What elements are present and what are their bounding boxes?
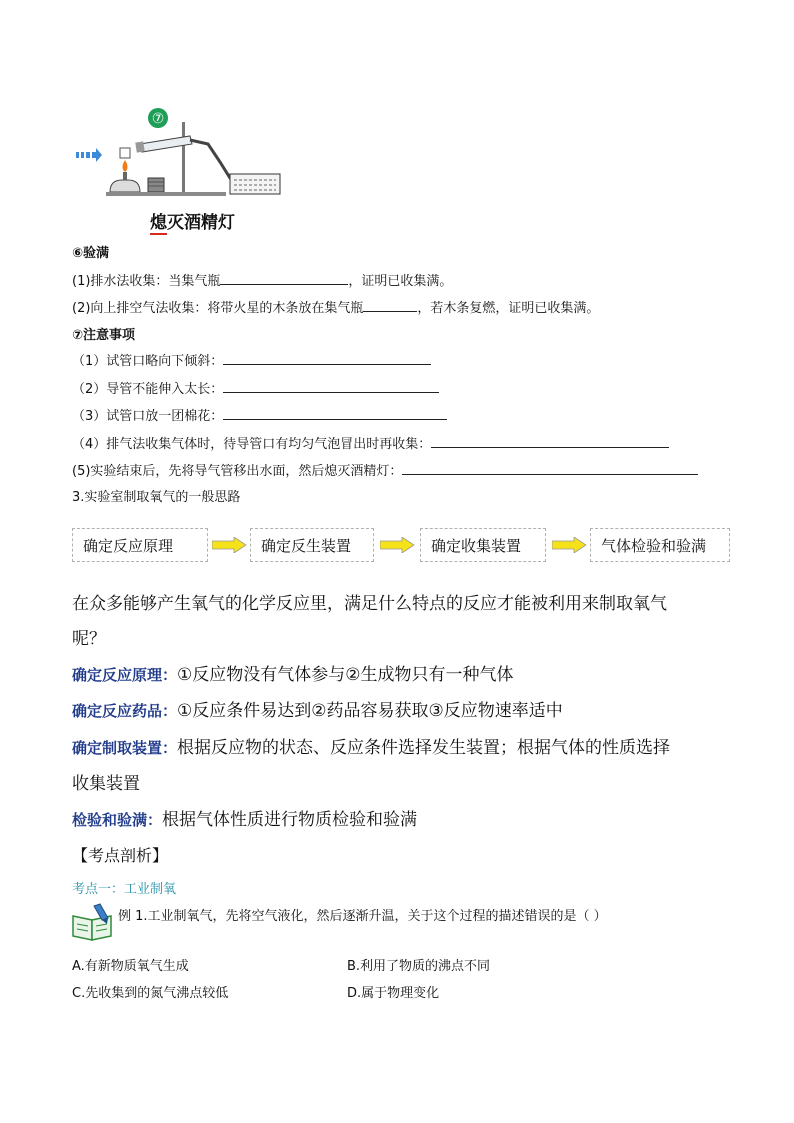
- step-badge: ⑦: [151, 111, 165, 127]
- principle-paragraph: [72, 660, 514, 685]
- note-item: [72, 405, 447, 424]
- reagent-text: ①反应条件易达到②药品容易获取③反应物速率适中: [177, 701, 563, 721]
- flow-step-3: 确定收集装置: [420, 528, 546, 562]
- reagent-label: 确定反应药品：: [72, 702, 178, 720]
- answer-blank[interactable]: [402, 461, 698, 475]
- yanman-item-1: [72, 270, 452, 289]
- apparatus-text-2: 收集装置: [72, 774, 140, 794]
- principle-text: ①反应物没有气体参与②生成物只有一种气体: [177, 665, 514, 685]
- option-a[interactable]: A.有新物质氧气生成: [72, 959, 189, 974]
- answer-blank[interactable]: [223, 406, 447, 420]
- flow-arrow-icon: [380, 537, 416, 553]
- note-text: （3）试管口放一团棉花：: [72, 409, 224, 424]
- yanman-item-1-pre: (1)排水法收集：当集气瓶: [72, 274, 221, 289]
- alcohol-lamp-icon: [110, 160, 140, 192]
- caption-first-char: 熄: [150, 213, 167, 233]
- answer-blank[interactable]: [223, 379, 439, 393]
- apparatus-paragraph: [72, 733, 670, 758]
- note-item: [72, 350, 431, 369]
- note-item: [72, 433, 669, 452]
- yanman-item-2-post: ，若木条复燃，证明已收集满。: [417, 301, 600, 316]
- apparatus-figure: [70, 100, 290, 210]
- flow-step-1: 确定反应原理: [72, 528, 208, 562]
- point-1-title: 考点一：工业制氧: [72, 882, 177, 897]
- answer-blank[interactable]: [431, 434, 669, 448]
- answer-blank[interactable]: [363, 298, 417, 312]
- figure-caption: [150, 208, 235, 233]
- option-b[interactable]: B.利用了物质的沸点不同: [347, 959, 491, 974]
- answer-blank[interactable]: [223, 351, 431, 365]
- question-line-2: 呢？: [72, 629, 106, 649]
- flow-step-4: 气体检验和验满: [590, 528, 730, 562]
- note-item: [72, 460, 698, 479]
- note-text: （2）导管不能伸入太长：: [72, 382, 224, 397]
- note-text: （4）排气法收集气体时，待导管口有均匀气泡冒出时再收集：: [72, 437, 432, 452]
- yanman-item-2-pre: (2)向上排空气法收集：将带火星的木条放在集气瓶: [72, 301, 364, 316]
- caption-rest: 灭酒精灯: [167, 213, 235, 233]
- note-text: (5)实验结束后，先将导气管移出水面，然后熄灭酒精灯：: [72, 464, 403, 479]
- yanman-heading: ⑥验满: [72, 246, 110, 261]
- apparatus-label: 确定制取装置：: [72, 739, 178, 757]
- analysis-heading: 【考点剖析】: [72, 846, 169, 865]
- flow-arrow-icon: [552, 537, 588, 553]
- step-arrow-icon: [76, 148, 102, 162]
- book-pen-icon: [70, 902, 118, 942]
- flow-step-2: 确定反生装置: [250, 528, 374, 562]
- answer-blank[interactable]: [220, 271, 348, 285]
- section-3-title: 3.实验室制取氧气的一般思路: [72, 490, 241, 505]
- question-line-1: 在众多能够产生氧气的化学反应里，满足什么特点的反应才能被利用来制取氧气: [72, 594, 667, 614]
- test-paragraph: [72, 805, 417, 830]
- note-text: （1）试管口略向下倾斜：: [72, 354, 224, 369]
- example-1-question: 例 1.工业制氧气，先将空气液化，然后逐渐升温，关于这个过程的描述错误的是（ ）: [118, 909, 607, 924]
- flow-arrow-icon: [212, 537, 248, 553]
- notes-heading: ⑦注意事项: [72, 328, 136, 343]
- test-label: 检验和验满：: [72, 811, 163, 829]
- apparatus-text-1: 根据反应物的状态、反应条件选择发生装置；根据气体的性质选择: [177, 738, 671, 758]
- reagent-paragraph: [72, 696, 563, 721]
- option-c[interactable]: C.先收集到的氮气沸点较低: [72, 986, 229, 1001]
- yanman-item-1-post: ，证明已收集满。: [348, 274, 453, 289]
- apparatus-drawing: [70, 100, 290, 210]
- test-text: 根据气体性质进行物质检验和验满: [162, 810, 418, 830]
- yanman-item-2: [72, 297, 599, 316]
- note-item: [72, 378, 439, 397]
- water-trough-icon: [230, 174, 280, 194]
- option-d[interactable]: D.属于物理变化: [347, 986, 440, 1001]
- principle-label: 确定反应原理：: [72, 666, 178, 684]
